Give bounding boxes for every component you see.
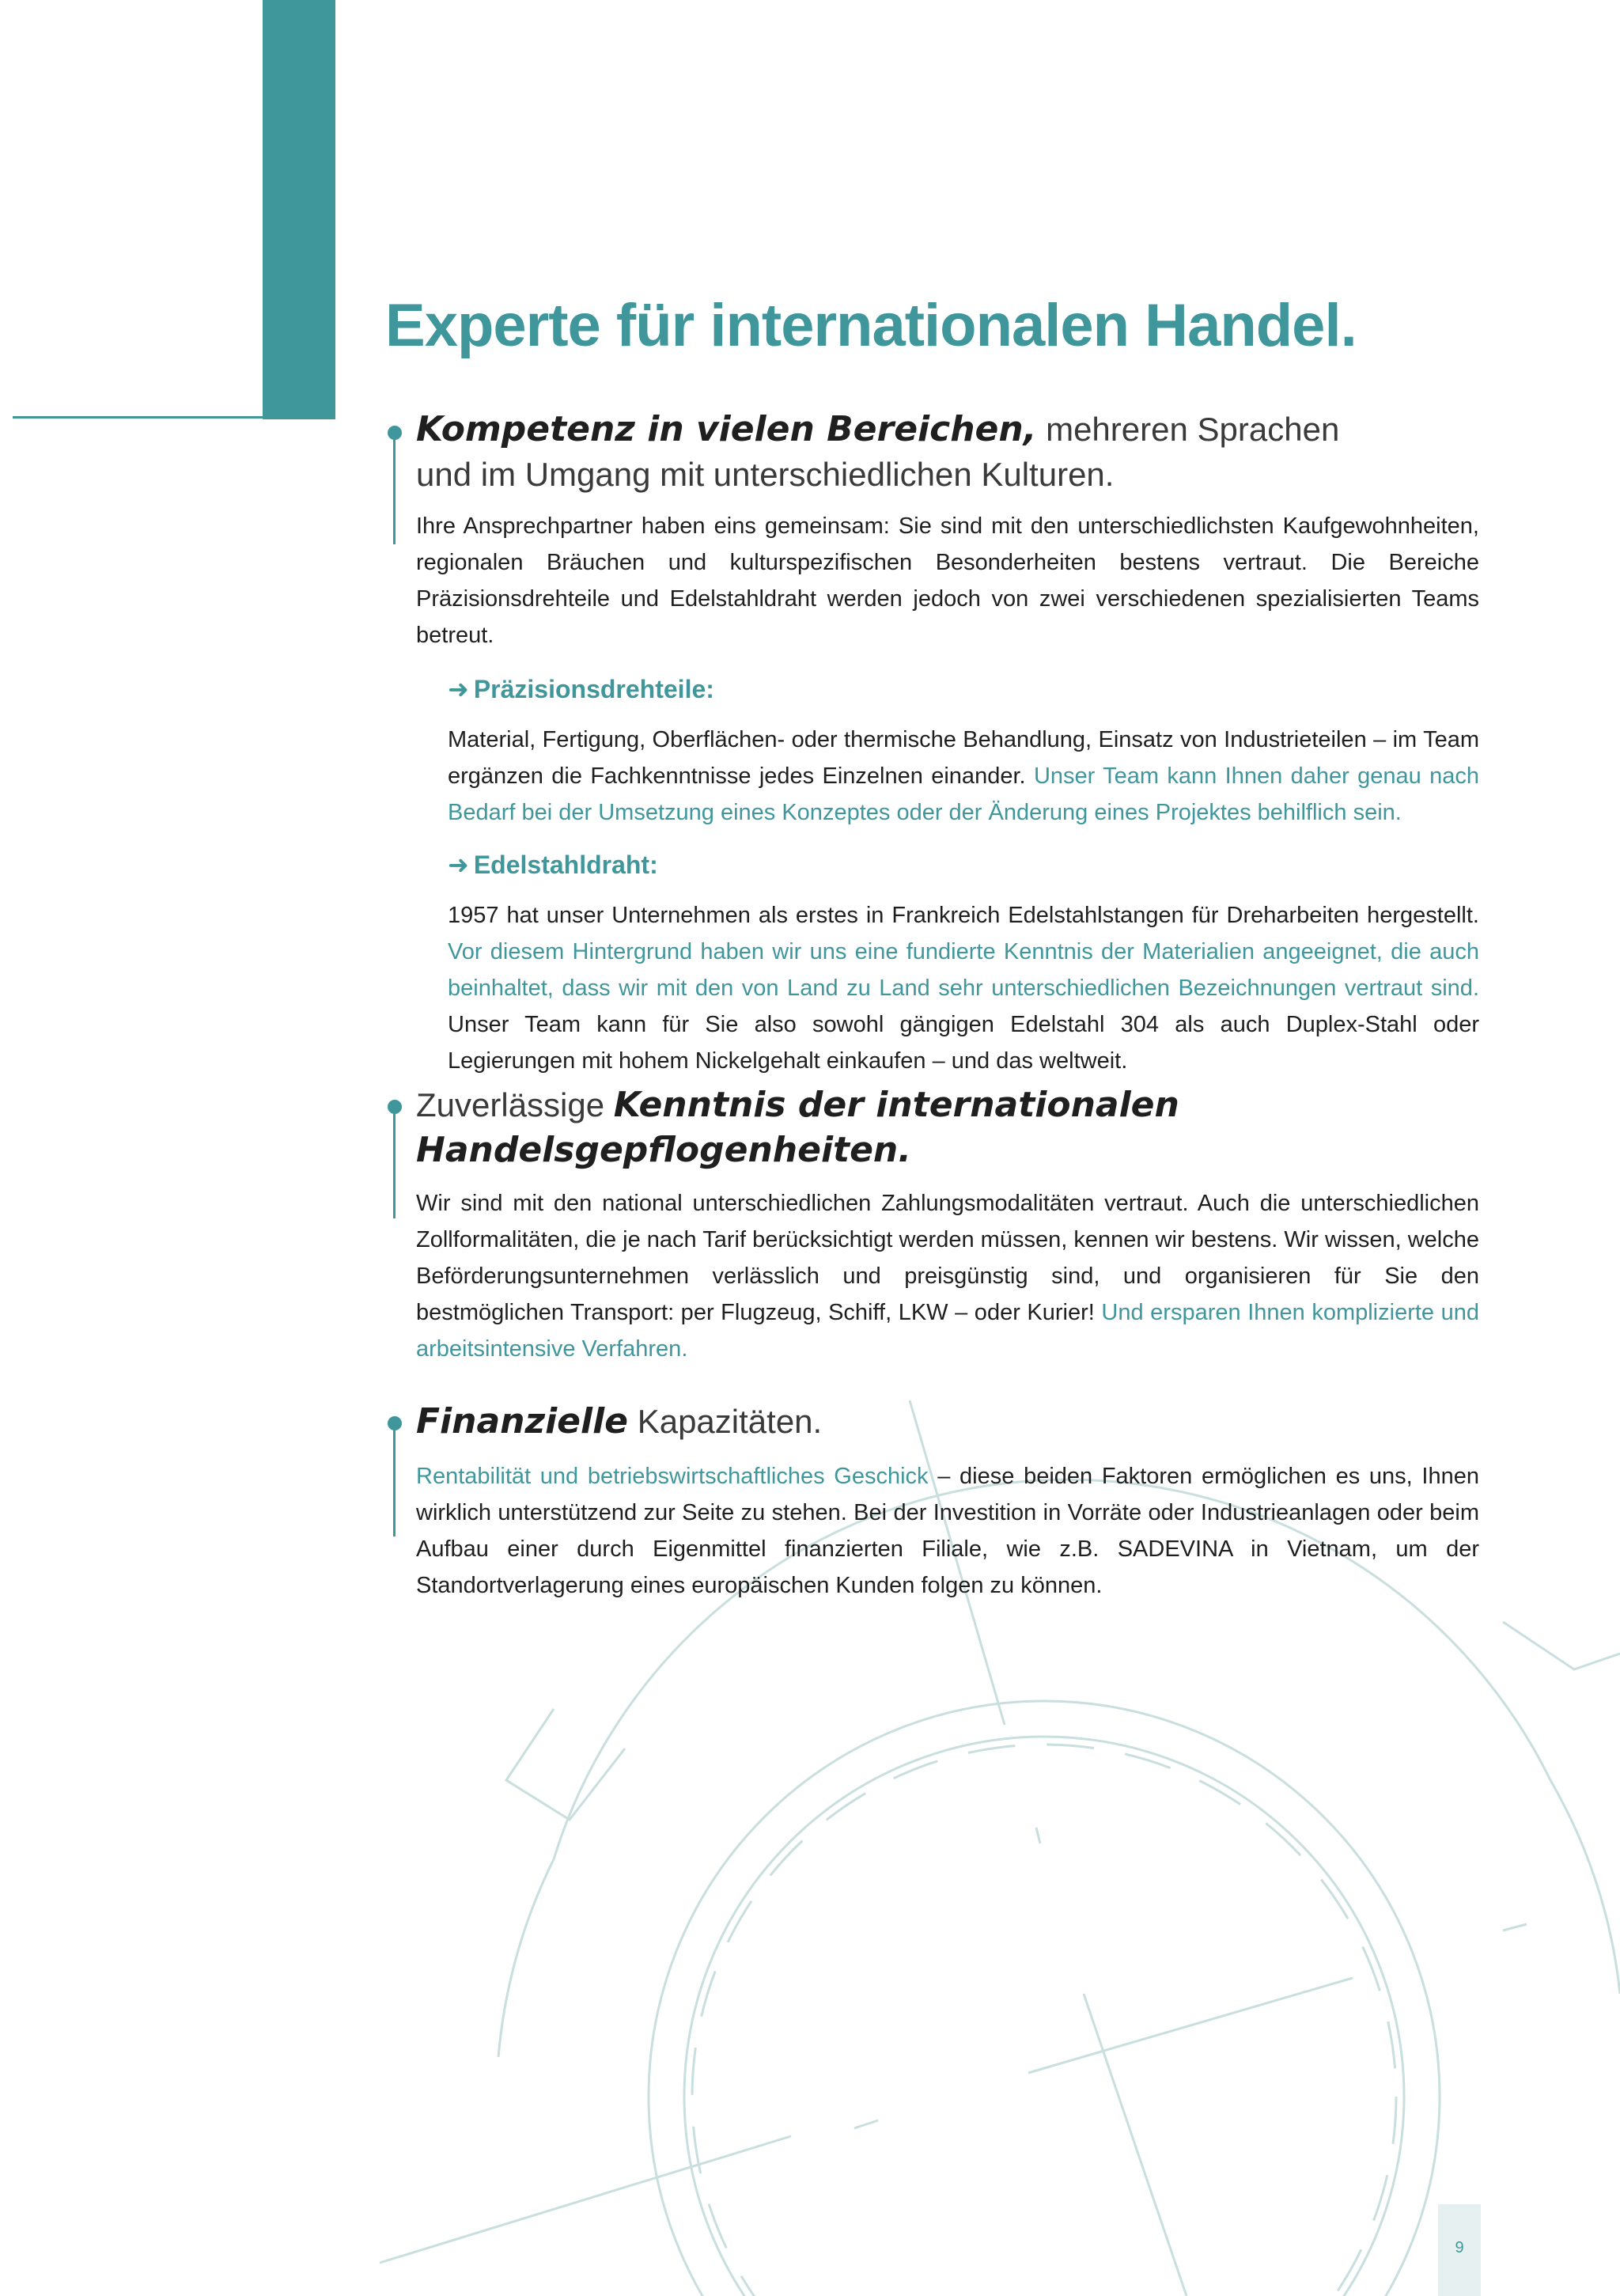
bullet-marker-icon: [393, 1416, 396, 1536]
subsection-paragraph: Material, Fertigung, Oberflächen- oder thermische Behandlung, Einsatz von Industrieteilen – im Team ergänzen die Fachkenntnisse jedes Einzelnen einander. Unser Team kann Ihnen daher genau nach Bedarf bei der Umsetzung eines Konzeptes oder der Änderung eines Projektes behilflich sein.: [448, 727, 1479, 825]
page-title: Experte für internationalen Handel.: [385, 292, 1357, 359]
section-paragraph: Rentabilität und betriebswirtschaftliches Geschick – diese beiden Faktoren ermöglichen es uns, Ihnen wirklich unterstützend zur Seite zu stehen. Bei der Investition in Vorräte oder Industrieanlagen oder beim Aufbau einer durch Eigenmittel finanzierten Filiale, wie z.B. SADEVINA in Vietnam, um der Standortverlagerung eines europäischen Kunden folgen zu können.: [416, 1464, 1479, 1598]
section-financial: [416, 1402, 1479, 1604]
subsection-stainless-wire: [448, 847, 1479, 1079]
bullet-marker-icon: [393, 1100, 396, 1218]
section-paragraph: Ihre Ansprechpartner haben eins gemeinsam: Sie sind mit den unterschiedlichsten Kaufgewohnheiten, regionalen Bräuchen und kulturspezifischen Besonderheiten bestens vertraut. Die Bereiche Präzisionsdrehteile und Edelstahldraht werden jedoch von zwei verschiedenen spezialisierten Teams betreut.: [416, 513, 1479, 648]
arrow-right-icon: ➜: [448, 851, 469, 879]
section-paragraph: Wir sind mit den national unterschiedlichen Zahlungsmodalitäten vertraut. Auch die unterschiedlichen Zollformalitäten, die je nach Tarif berücksichtigt werden müssen, kennen wir bestens. Wir wissen, welche Beförderungsunternehmen verlässlich und preisgünstig sind, und organisieren für Sie den bestmöglichen Transport: per Flugzeug, Schiff, LKW – oder Kurier! Und ersparen Ihnen komplizierte und arbeitsintensive Verfahren.: [416, 1191, 1479, 1362]
section-heading: Finanzielle Kapazitäten.: [416, 1401, 823, 1442]
section-competence: [416, 410, 1479, 1079]
page-number: 9: [1455, 2239, 1464, 2256]
page-number-box: [1438, 2204, 1481, 2296]
header-accent-rule: [13, 416, 297, 419]
subsection-title: ➜ Präzisionsdrehteile:: [448, 671, 1479, 707]
section-trade-customs: [416, 1085, 1479, 1367]
section-heading: Kompetenz in vielen Bereichen, mehreren Sprachen und im Umgang mit unterschiedlichen Kulturen.: [416, 409, 1340, 493]
subsection-turned-parts: [448, 671, 1479, 831]
bullet-marker-icon: [393, 426, 396, 544]
subsection-paragraph: 1957 hat unser Unternehmen als erstes in Frankreich Edelstahlstangen für Dreharbeiten hergestellt. Vor diesem Hintergrund haben wir uns eine fundierte Kenntnis der Materialien angeeignet, die auch beinhaltet, dass wir mit den von Land zu Land sehr unterschiedlichen Bezeichnungen vertraut sind. Unser Team kann für Sie also sowohl gängigen Edelstahl 304 als auch Duplex-Stahl oder Legierungen mit hohem Nickelgehalt einkaufen – und das weltweit.: [448, 903, 1479, 1074]
section-heading: Zuverlässige Kenntnis der internationalen Handelsgepflogenheiten.: [416, 1085, 1179, 1170]
subsection-title: ➜ Edelstahldraht:: [448, 847, 1479, 883]
header-accent-bar: [263, 0, 335, 419]
arrow-right-icon: ➜: [448, 675, 469, 703]
